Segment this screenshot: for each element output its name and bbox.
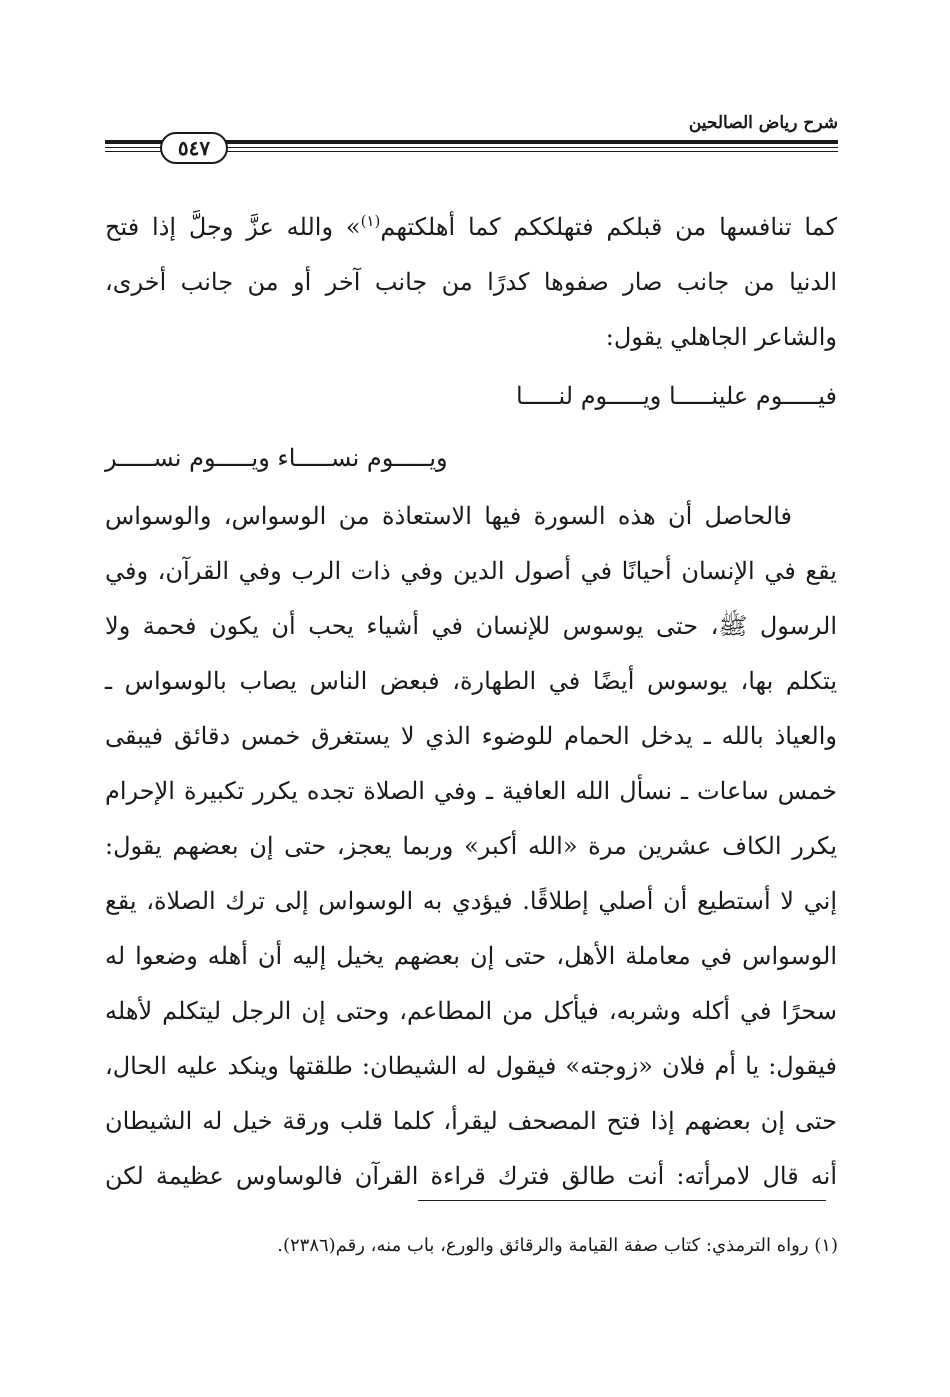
footnote-reference: (١) xyxy=(360,212,381,230)
text-line: خمس ساعات ـ نسأل الله العافية ـ وفي الصلاة تجده يكرر تكبيرة الإحرام xyxy=(105,777,837,805)
text-line: والعياذ بالله ـ يدخل الحمام للوضوء الذي لا يستغرق خمس دقائق فيبقى xyxy=(105,722,837,750)
text-line: يكرر الكاف عشرين مرة «الله أكبر» وربما يعجز، حتى إن بعضهم يقول: xyxy=(105,832,837,860)
footnote: (١) رواه الترمذي: كتاب صفة القيامة والرقائق والورع، باب منه، رقم(٢٣٨٦). xyxy=(277,1235,838,1256)
text-line: الدنيا من جانب صار صفوها كدرًا من جانب آخر أو من جانب أخرى، xyxy=(105,268,837,296)
text-line: الرسول ﷺ، حتى يوسوس للإنسان في أشياء يحب أن يكون فحمة ولا xyxy=(105,612,837,640)
text-segment: » والله عزَّ وجلَّ إذا فتح xyxy=(105,213,361,241)
footnote-separator xyxy=(418,1200,826,1201)
text-line: يقع في الإنسان أحيانًا في أصول الدين وفي ذات الرب وفي القرآن، وفي xyxy=(105,557,837,585)
verse-hemistich: فيـــــوم علينـــــا ويـــــوم لنـــــا xyxy=(516,382,837,410)
text-line xyxy=(105,200,837,255)
text-line: والشاعر الجاهلي يقول: xyxy=(605,323,837,351)
poetry-verse xyxy=(105,427,837,489)
body-text xyxy=(105,200,837,1204)
running-header-title: شرح رياض الصالحين xyxy=(688,113,838,133)
text-line: حتى إن بعضهم إذا فتح المصحف ليقرأ، كلما قلب ورقة خيل له الشيطان xyxy=(105,1107,837,1135)
poetry-verse xyxy=(105,365,837,427)
page-number: ٥٤٧ xyxy=(160,132,228,164)
text-segment: كما تنافسها من قبلكم فتهلككم كما أهلكتهم xyxy=(380,213,837,241)
text-line: يتكلم بها، يوسوس أيضًا في الطهارة، فبعض الناس يصاب بالوسواس ـ xyxy=(105,667,837,695)
text-line: إني لا أستطيع أن أصلي إطلاقًا. فيؤدي به الوسواس إلى ترك الصلاة، يقع xyxy=(105,887,837,915)
verse-hemistich: ويـــــوم نســـــاء ويـــــوم نســـــر xyxy=(105,444,448,472)
text-line: فيقول: يا أم فلان «زوجته» فيقول له الشيطان: طلقتها وينكد عليه الحال، xyxy=(105,1052,837,1080)
text-line: الوسواس في معاملة الأهل، حتى إن بعضهم يخيل إليه أن أهله وضعوا له xyxy=(105,942,837,970)
text-line: فالحاصل أن هذه السورة فيها الاستعاذة من الوسواس، والوسواس xyxy=(105,502,792,530)
text-line: سحرًا في أكله وشربه، فيأكل من المطاعم، وحتى إن الرجل ليتكلم لأهله xyxy=(105,997,837,1025)
text-line: أنه قال لامرأته: أنت طالق فترك قراءة القرآن فالوساوس عظيمة لكن xyxy=(105,1162,837,1190)
